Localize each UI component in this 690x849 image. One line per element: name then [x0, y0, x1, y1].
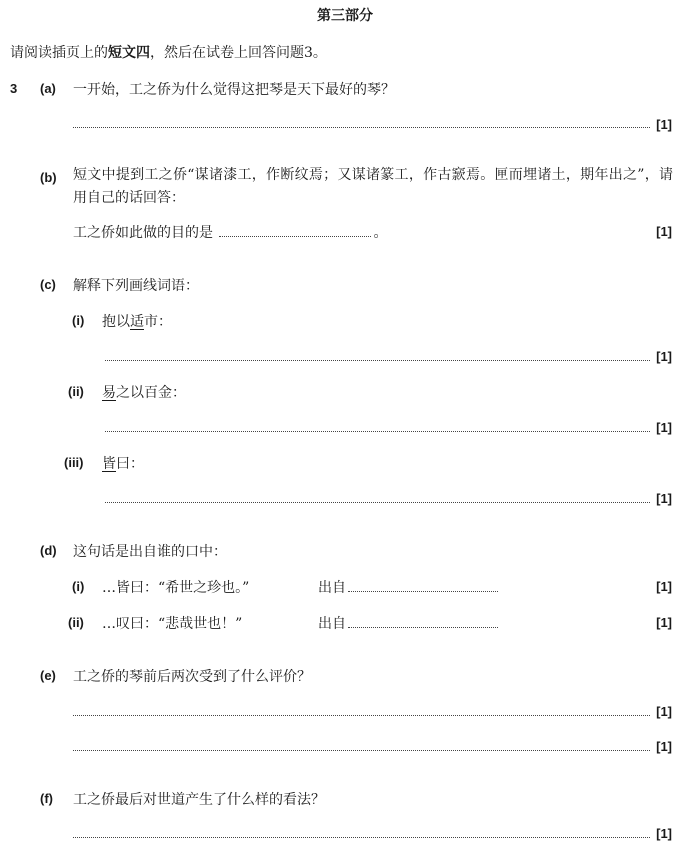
part-b-label: (b)	[40, 170, 57, 185]
part-c-i-pre: 抱以	[102, 314, 130, 330]
part-c-ii-underlined-word: 易	[102, 385, 116, 401]
part-c-ii-label: (ii)	[68, 384, 84, 399]
part-d-ii-answer-line[interactable]	[348, 627, 498, 628]
instruction-bold-text: 短文四	[108, 45, 150, 61]
part-c-i-text	[102, 311, 172, 331]
part-f-answer-line[interactable]	[73, 837, 650, 838]
part-e-marks-2: [1]	[656, 739, 672, 754]
part-d-i-label: (i)	[72, 579, 85, 594]
part-c-iii-marks: [1]	[656, 491, 672, 506]
part-c-ii-answer-line[interactable]	[105, 431, 650, 432]
part-a-marks: [1]	[656, 117, 672, 132]
part-c-i-answer-line[interactable]	[105, 360, 650, 361]
part-f-label: (f)	[40, 791, 53, 806]
part-c-question: 解释下列画线词语：	[73, 278, 199, 294]
part-d-i-quote: …皆曰：“希世之珍也。”	[102, 580, 250, 596]
part-b-answer-line[interactable]	[219, 236, 371, 237]
part-e-question: 工之侨的琴前后两次受到了什么评价？	[73, 669, 311, 685]
part-b-marks: [1]	[656, 224, 672, 239]
part-c-i-label: (i)	[72, 313, 85, 328]
part-d-i-source	[318, 577, 500, 597]
part-e-answer-line-2[interactable]	[73, 750, 650, 751]
instruction	[10, 42, 327, 62]
part-c-ii-post: 之以百金：	[116, 385, 186, 401]
part-d-question: 这句话是出自谁的口中：	[73, 544, 227, 560]
part-d-ii-marks: [1]	[656, 615, 672, 630]
part-c-iii-answer-line[interactable]	[105, 502, 650, 503]
part-b-answer	[73, 222, 387, 242]
part-f-marks: [1]	[656, 826, 672, 841]
part-d-i-marks: [1]	[656, 579, 672, 594]
part-c-iii-text	[102, 453, 144, 473]
question-number: 3	[10, 81, 18, 96]
part-d-label: (d)	[40, 543, 57, 558]
part-e-answer-line-1[interactable]	[73, 715, 650, 716]
part-c-iii-post: 曰：	[116, 456, 144, 472]
part-f-question: 工之侨最后对世道产生了什么样的看法？	[73, 792, 325, 808]
part-c-ii-marks: [1]	[656, 420, 672, 435]
part-b-answer-prefix: 工之侨如此做的目的是	[73, 225, 213, 241]
instruction-after: ，然后在试卷上回答问题3。	[150, 45, 327, 61]
part-d-ii-source	[318, 613, 500, 633]
part-d-i-answer-line[interactable]	[348, 591, 498, 592]
part-e-label: (e)	[40, 668, 56, 683]
part-c-ii-text	[102, 382, 186, 402]
part-d-ii-source-label: 出自	[318, 616, 346, 632]
part-d-i-source-label: 出自	[318, 580, 346, 596]
part-c-i-underlined-word: 适	[130, 314, 144, 330]
part-c-label: (c)	[40, 277, 56, 292]
part-b-answer-suffix: 。	[373, 225, 388, 241]
part-c-i-post: 市：	[144, 314, 172, 330]
part-b-question: 短文中提到工之侨“谋诸漆工，作断纹焉；又谋诸篆工，作古窾焉。匣而埋诸土，期年出之”，请用自己的话回答：	[73, 167, 673, 206]
part-c-iii-label: (iii)	[64, 455, 84, 470]
section-title: 第三部分	[317, 8, 373, 24]
part-c-iii-underlined-word: 皆	[102, 456, 116, 472]
part-a-question: 一开始，工之侨为什么觉得这把琴是天下最好的琴？	[73, 82, 395, 98]
part-d-ii-quote: …叹曰：“悲哉世也！”	[102, 616, 243, 632]
part-a-answer-line[interactable]	[73, 127, 650, 128]
part-d-ii-label: (ii)	[68, 615, 84, 630]
part-e-marks-1: [1]	[656, 704, 672, 719]
part-c-i-marks: [1]	[656, 349, 672, 364]
part-a-label: (a)	[40, 81, 56, 96]
instruction-before: 请阅读插页上的	[10, 45, 108, 61]
